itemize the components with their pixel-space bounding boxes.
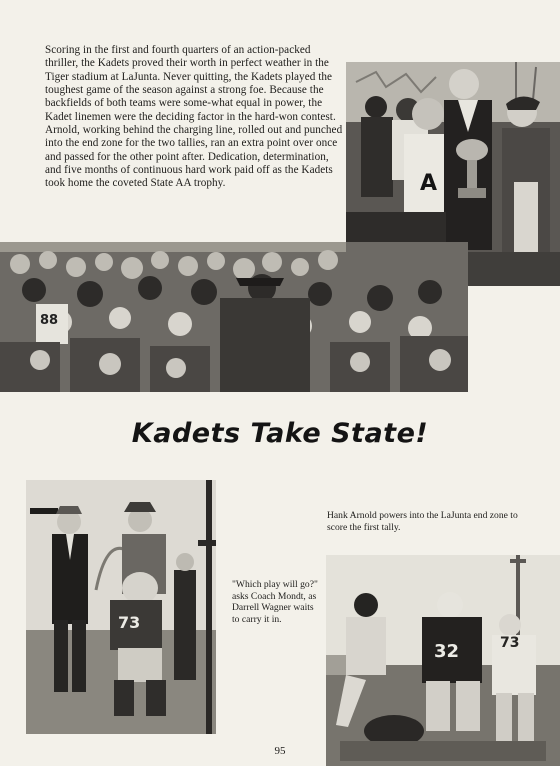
page-number: 95 (274, 745, 286, 757)
jersey-kneeling: 73 (118, 613, 141, 632)
caption-which-play: "Which play will go?" asks Coach Mondt, as Darrell Wagner waits to carry it in. (232, 579, 318, 625)
game-action-photo (326, 555, 560, 766)
sweater-letter: A (420, 171, 438, 196)
jersey-runner: 32 (434, 641, 460, 662)
story-body: Scoring in the first and fourth quarters of an action-packed thriller, the Kadets proved their worth in perfect weather in the Tiger stadium at LaJunta. Never quitting, the Kadets played the toughest game of the season against a strong foe. Because the backfields of both teams were some-what equal in power, the Kadet linemen were the deciding factor in the hard-won contest. Arnold, working behind the charging line, rolled out and punched into the end zone for the two tallies, ran an extra point over once and passed for the other point after. Dedication, determination, and five months of continuous hard work paid off as the Kadets took home the coveted State AA trophy. (45, 44, 343, 190)
headline: Kadets Take State! (131, 418, 429, 449)
coach-photo (26, 480, 216, 734)
jersey-crowd: 88 (40, 313, 59, 328)
caption-touchdown: Hank Arnold powers into the LaJunta end zone to score the first tally. (327, 510, 518, 533)
jersey-defender: 73 (500, 635, 520, 651)
crowd-photo (0, 242, 468, 392)
